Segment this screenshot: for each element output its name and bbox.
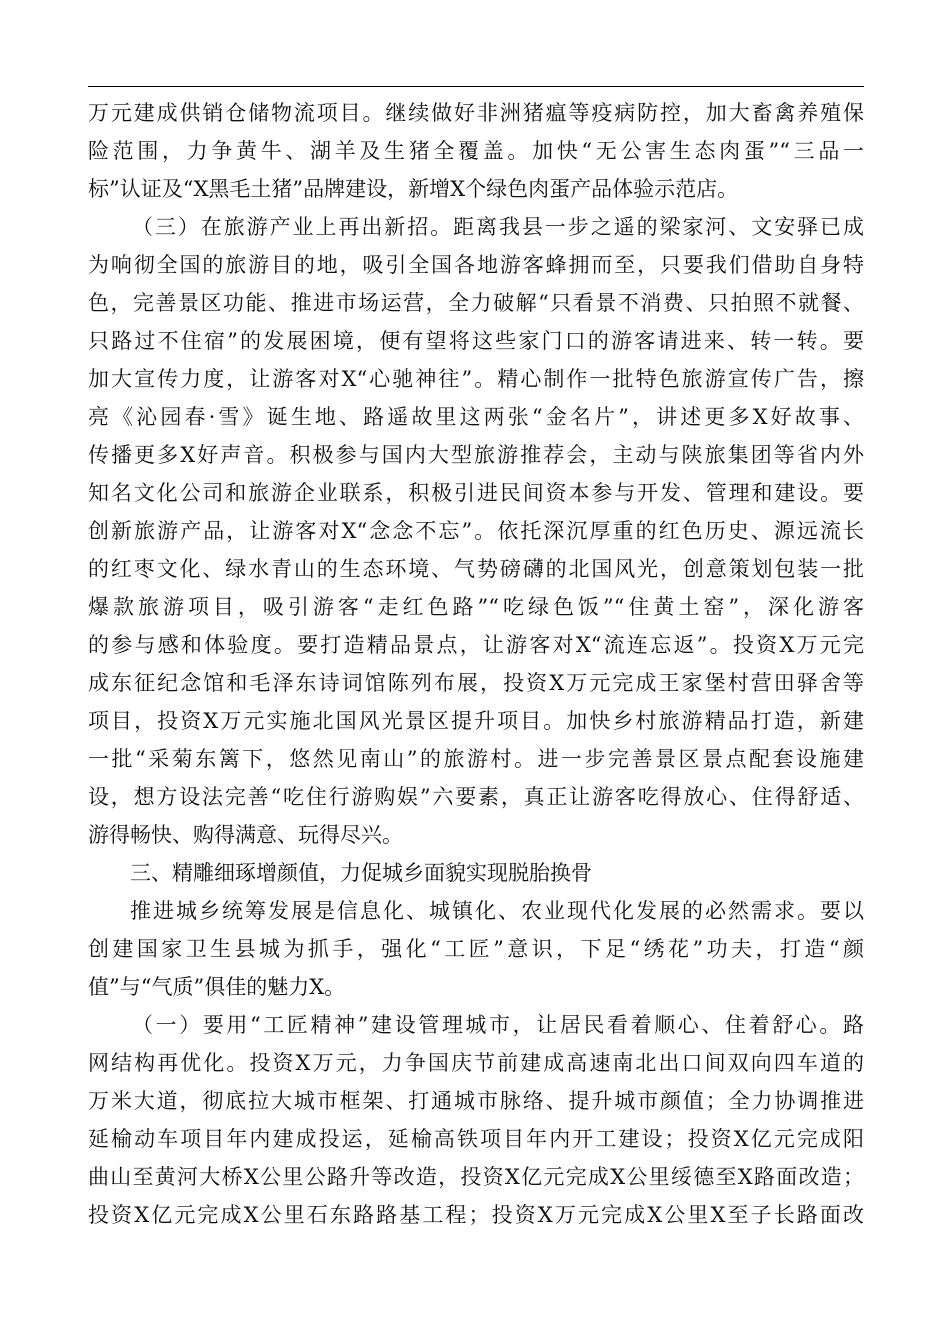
text-line: 万米大道，彻底拉大城市框架、打通城市脉络、提升城市颜值；全力协调推进 (88, 1089, 864, 1113)
text-line: 推进城乡统筹发展是信息化、城镇化、农业现代化发展的必然需求。要以 (130, 899, 864, 923)
text-line: 的红枣文化、绿水青山的生态环境、气势磅礴的北国风光，创意策划包装一批 (88, 557, 864, 581)
text-line: 万元建成供销仓储物流项目。继续做好非洲猪瘟等疫病防控，加大畜禽养殖保 (88, 101, 864, 125)
text-line: 投资X亿元完成X公里石东路路基工程；投资X万元完成X公里X至子长路面改 (88, 1203, 864, 1227)
text-line: 值”与“气质”俱佳的魅力X。 (88, 975, 346, 999)
document-body (88, 94, 864, 1234)
text-line: 的参与感和体验度。要打造精品景点，让游客对X“流连忘返”。投资X万元完 (88, 633, 864, 657)
text-line: 险范围，力争黄牛、湖羊及生猪全覆盖。加快“无公害生态肉蛋”“三品一 (88, 139, 864, 163)
text-line: 色，完善景区功能、推进市场运营，全力破解“只看景不消费、只拍照不就餐、 (88, 291, 864, 315)
text-line: 加大宣传力度，让游客对X“心驰神往”。精心制作一批特色旅游宣传广告，擦 (88, 367, 864, 391)
text-line: 标”认证及“X黑毛土猪”品牌建设，新增X个绿色肉蛋产品体验示范店。 (88, 177, 739, 201)
text-line: 创建国家卫生县城为抓手，强化“工匠”意识，下足“绣花”功夫，打造“颜 (88, 937, 864, 961)
text-line: 设，想方设法完善“吃住行游购娱”六要素，真正让游客吃得放心、住得舒适、 (88, 785, 864, 809)
text-line: 项目，投资X万元实施北国风光景区提升项目。加快乡村旅游精品打造，新建 (88, 709, 864, 733)
text-line: 知名文化公司和旅游企业联系，积极引进民间资本参与开发、管理和建设。要 (88, 481, 864, 505)
text-line: 爆款旅游项目，吸引游客“走红色路”“吃绿色饭”“住黄土窑”，深化游客 (88, 595, 864, 619)
text-line: 游得畅快、购得满意、玩得尽兴。 (88, 823, 403, 847)
text-line: 曲山至黄河大桥X公里公路升等改造，投资X亿元完成X公里绥德至X路面改造； (88, 1165, 864, 1189)
text-line: 一批“采菊东篱下，悠然见南山”的旅游村。进一步完善景区景点配套设施建 (88, 747, 864, 771)
header-rule (88, 86, 864, 87)
text-line: 亮《沁园春·雪》诞生地、路遥故里这两张“金名片”，讲述更多X好故事、 (88, 405, 864, 429)
text-line: 延榆动车项目年内建成投运，延榆高铁项目年内开工建设；投资X亿元完成阳 (88, 1127, 864, 1151)
section-heading-three: 三、精雕细琢增颜值，力促城乡面貌实现脱胎换骨 (130, 861, 592, 885)
section-heading-tourism: （三）在旅游产业上再出新招。距离我县一步之遥的梁家河、文安驿已成 (132, 215, 864, 239)
text-line: 成东征纪念馆和毛泽东诗词馆陈列布展，投资X万元完成王家堡村营田驿舍等 (88, 671, 864, 695)
text-line: 创新旅游产品，让游客对X“念念不忘”。依托深沉厚重的红色历史、源远流长 (88, 519, 864, 543)
section-heading-craftsman: （一）要用“工匠精神”建设管理城市，让居民看着顺心、住着舒心。路 (132, 1013, 864, 1037)
text-line: 传播更多X好声音。积极参与国内大型旅游推荐会，主动与陕旅集团等省内外 (88, 443, 864, 467)
text-line: 网结构再优化。投资X万元，力争国庆节前建成高速南北出口间双向四车道的 (88, 1051, 864, 1075)
text-line: 只路过不住宿”的发展困境，便有望将这些家门口的游客请进来、转一转。要 (88, 329, 864, 353)
text-line: 为响彻全国的旅游目的地，吸引全国各地游客蜂拥而至，只要我们借助自身特 (88, 253, 864, 277)
